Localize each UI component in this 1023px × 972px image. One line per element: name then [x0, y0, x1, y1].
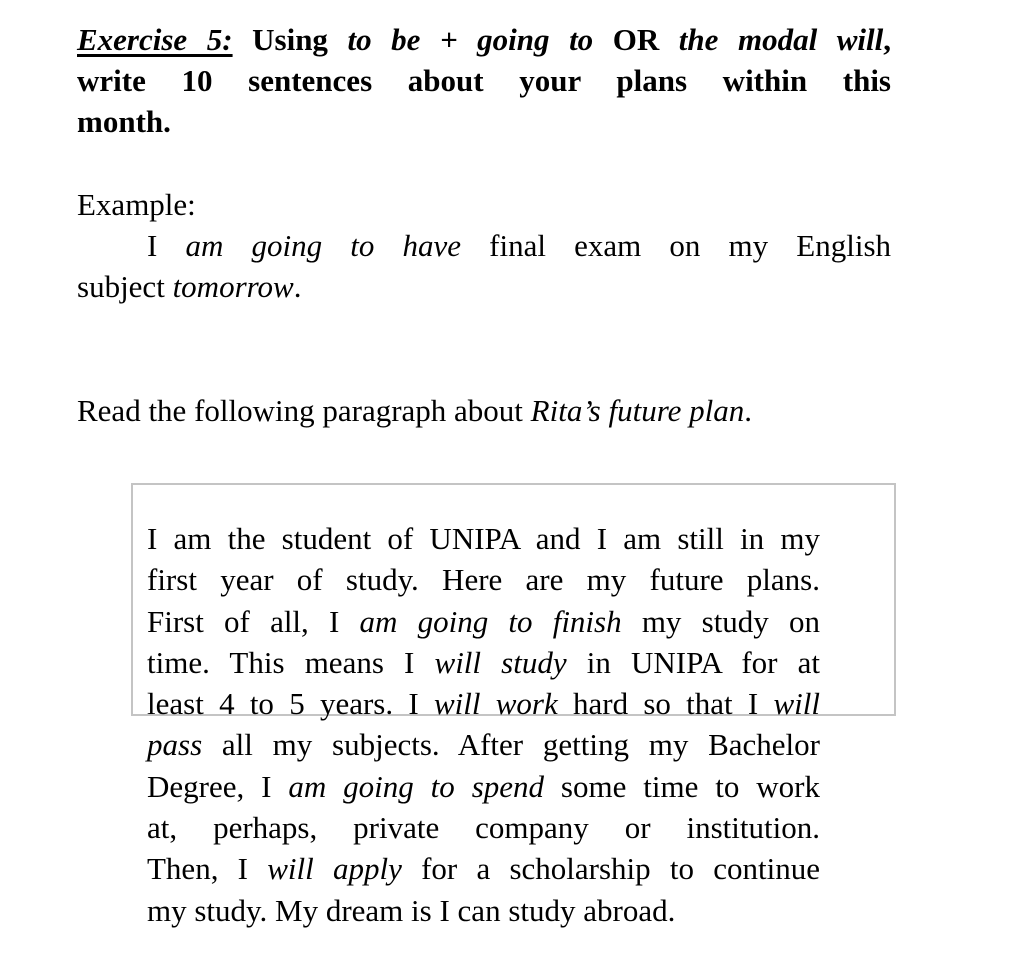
- example-text: .: [293, 269, 302, 304]
- paragraph-text: Degree, I: [147, 768, 289, 804]
- paragraph-text: I am the student of UNIPA and I am still in my: [147, 521, 820, 556]
- exercise-line-1: [77, 19, 891, 60]
- paragraph-line: [147, 559, 820, 600]
- example-heading: Example:: [77, 187, 196, 222]
- paragraph-text: my study on: [621, 603, 820, 639]
- instruction-text: Using: [232, 22, 348, 57]
- paragraph-line: [147, 766, 820, 807]
- paragraph-line: [147, 848, 820, 889]
- example-sentence-line-2: [77, 266, 891, 307]
- paragraph-italic-verb: pass: [147, 727, 203, 763]
- example-italic-verb: am going to have: [185, 228, 462, 263]
- paragraph-line: [147, 724, 820, 765]
- example-text: subject: [77, 269, 173, 304]
- paragraph-italic-verb: will study: [434, 644, 567, 680]
- example-sentence-line-1: [77, 225, 891, 266]
- paragraph-text: some time to work: [544, 768, 821, 804]
- example-text: I: [147, 228, 186, 263]
- paragraph-line: [147, 807, 820, 848]
- paragraph-line: [147, 601, 820, 642]
- paragraph-text: first year of study. Here are my future plans.: [147, 562, 820, 598]
- read-prompt: [77, 390, 891, 431]
- instruction-text: OR: [593, 22, 679, 57]
- paragraph-text: hard so that I: [557, 686, 774, 722]
- paragraph-italic-verb: will apply: [267, 851, 402, 887]
- read-prompt-text: .: [744, 393, 752, 428]
- paragraph-line: [147, 642, 820, 683]
- paragraph-text: time. This means I: [147, 644, 435, 680]
- example-italic-time: tomorrow: [172, 269, 294, 304]
- read-prompt-text: Read the following paragraph about: [77, 393, 531, 428]
- instruction-text: ,: [883, 22, 891, 57]
- paragraph-line: [147, 683, 820, 724]
- exercise-line-2: write 10 sentences about your plans within this: [77, 63, 891, 98]
- exercise-line-3: month.: [77, 104, 171, 139]
- paragraph-text: in UNIPA for at: [566, 644, 821, 680]
- paragraph-text: for a scholarship to continue: [401, 851, 820, 887]
- exercise-label: Exercise 5:: [77, 22, 233, 57]
- paragraph-text: least 4 to 5 years. I: [147, 686, 434, 722]
- paragraph-italic-verb: am going to spend: [288, 768, 545, 804]
- read-prompt-italic-title: Rita’s future plan: [530, 393, 745, 428]
- instruction-italic-going-to: to be + going to: [347, 22, 594, 57]
- example-section: [77, 184, 891, 307]
- paragraph-text: my study. My dream is I can study abroad.: [147, 892, 676, 928]
- instruction-italic-modal-will: the modal will: [678, 22, 884, 57]
- paragraph-text: Then, I: [147, 851, 268, 887]
- paragraph-text: First of all, I: [147, 603, 360, 639]
- paragraph-italic-verb: am going to finish: [359, 603, 622, 639]
- paragraph-text: all my subjects. After getting my Bachelor: [202, 727, 820, 763]
- paragraph-text: at, perhaps, private company or institution.: [147, 810, 820, 846]
- paragraph-line: [147, 890, 820, 931]
- rita-paragraph: [147, 518, 820, 931]
- paragraph-italic-verb: will work: [433, 686, 558, 722]
- paragraph-italic-verb: will: [773, 686, 820, 722]
- example-text: final exam on my English: [461, 228, 892, 263]
- exercise-instruction: [77, 19, 891, 142]
- paragraph-line: [147, 518, 820, 559]
